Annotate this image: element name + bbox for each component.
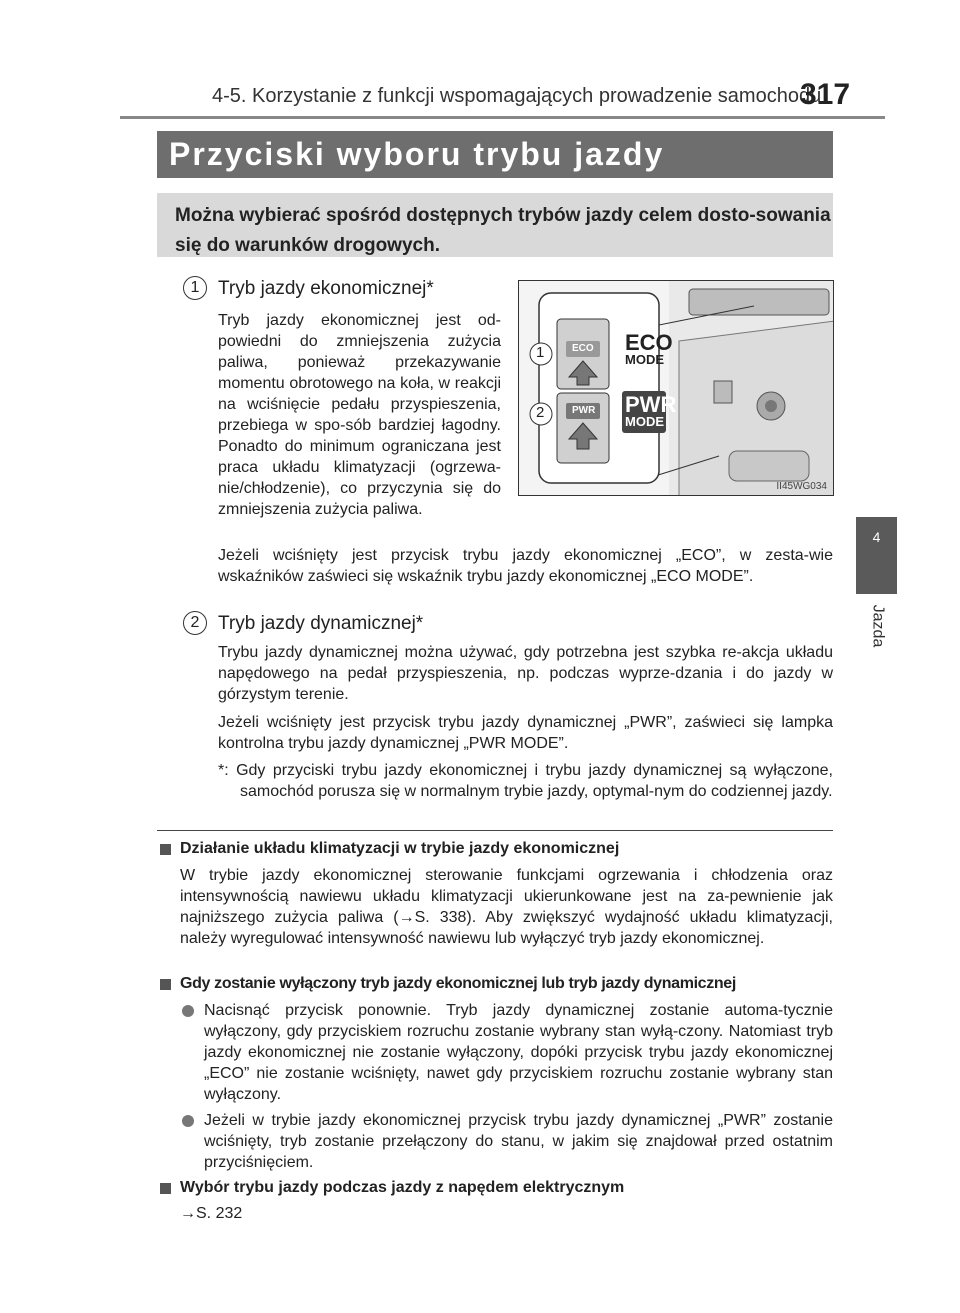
eco-mode-indicator: ECO MODE [625, 330, 673, 367]
header-rule [120, 116, 885, 119]
item-number-1: 1 [183, 276, 207, 300]
chapter-tab-label: Jazda [869, 604, 887, 648]
note-heading-ac: Działanie układu klimatyzacji w trybie jazdy ekonomicznej [180, 840, 620, 857]
bullet-dot [182, 1005, 194, 1017]
mode-buttons-figure [518, 280, 834, 496]
item-heading-eco: Tryb jazdy ekonomicznej* [218, 278, 434, 299]
eco-button-label: ECO [572, 343, 594, 354]
item-text-pwr: Trybu jazdy dynamicznej można używać, gdy potrzebna jest szybka re-akcja układu napędowego na pedał przyspieszenia, np. podczas wyprze-dzania i do jazdy w górzystym terenie. [218, 644, 833, 703]
page-number: 317 [800, 78, 851, 111]
item-text2-pwr: Jeżeli wciśnięty jest przycisk trybu jazdy dynamicznej „PWR”, zaświeci się lampka kontrolna trybu jazdy dynamicznej „PWR MODE”. [218, 714, 833, 752]
bullet-dot [182, 1115, 194, 1127]
note-bullet-1: Nacisnąć przycisk ponownie. Tryb jazdy dynamicznej zostanie automa-tycznie wyłączony, gdy przyciskiem rozruchu zostanie wybrany stan wyłą-czony. Natomiast tryb jazdy ekonomicznej nie zostanie wyłączony, dopóki przycisk trybu jazdy ekonomicznej „ECO” nie zostanie wciśnięty, nawet gdy przyciskiem rozruchu zostanie wybrany stan wyłączony. [204, 1002, 833, 1103]
note-marker [160, 844, 171, 855]
pwr-mode-indicator: PWR MODE [625, 392, 677, 429]
note-marker [160, 979, 171, 990]
chapter-title: 4-5. Korzystanie z funkcji wspomagających prowadzenie samochodu [212, 85, 822, 107]
item-number-2: 2 [183, 611, 207, 635]
intro-box: Można wybierać spośród dostępnych trybów jazdy celem dosto-sowania się do warunków drogowych. [157, 193, 833, 257]
page-reference[interactable]: →S. 232 [180, 1205, 243, 1222]
note-heading-off: Gdy zostanie wyłączony tryb jazdy ekonomicznej lub tryb jazdy dynamicznej [180, 975, 736, 992]
footnote: *: Gdy przyciski trybu jazdy ekonomicznej i trybu jazdy dynamicznej są wyłączone, samochód porusza się w normalnym trybie jazdy, optymal-nym do codziennej jazdy. [218, 762, 833, 800]
note-bullet-2: Jeżeli w trybie jazdy ekonomicznej przycisk trybu jazdy dynamicznej „PWR” zostanie wciśnięty, tryb zostanie przełączony do stanu, w jakim się znajdował przed ostatnim przyciśnięciem. [204, 1112, 833, 1171]
section-title: Przyciski wyboru trybu jazdy [157, 131, 833, 178]
note-text-ac: W trybie jazdy ekonomicznej sterowanie funkcjami ogrzewania i chłodzenia oraz intensywnością nawiewu układu klimatyzacji ukierunkowane jest na za-pewnienie jak najniższego zużycia paliwa (→S. 338). Aby zwiększyć wydajność układu klimatyzacji, należy wyregulować intensywność nawiewu lub wyłączyć tryb jazdy ekonomicznej. [180, 867, 833, 947]
note-heading-ev: Wybór trybu jazdy podczas jazdy z napędem elektrycznym [180, 1179, 625, 1196]
item-text-eco: Tryb jazdy ekonomicznej jest od-powiedni do zmniejszenia zużycia paliwa, ponieważ przekazywanie momentu obrotowego na koła, w reakcji na wciśnięcie pedału przyspieszenia, przebiega w spo-sób bardziej łagodny. Ponadto do minimum ograniczana jest praca układu klimatyzacji (ogrzewa-nie/chłodzenie), co przyczynia się do zmniejszenia zużycia paliwa. [218, 312, 501, 518]
chapter-tab: 4 [856, 517, 897, 594]
section-divider [157, 830, 833, 831]
figure-label-2: 2 [536, 404, 545, 421]
figure-code: II45WG034 [776, 481, 827, 492]
dashboard-illustration [519, 281, 834, 496]
pwr-button-label: PWR [572, 405, 596, 416]
item-heading-pwr: Tryb jazdy dynamicznej* [218, 613, 424, 634]
item-text2-eco: Jeżeli wciśnięty jest przycisk trybu jazdy ekonomicznej „ECO”, w zesta-wie wskaźników zaświeci się wskaźnik trybu jazdy ekonomicznej „ECO MODE”. [218, 547, 833, 585]
note-marker [160, 1183, 171, 1194]
figure-label-1: 1 [536, 344, 545, 361]
